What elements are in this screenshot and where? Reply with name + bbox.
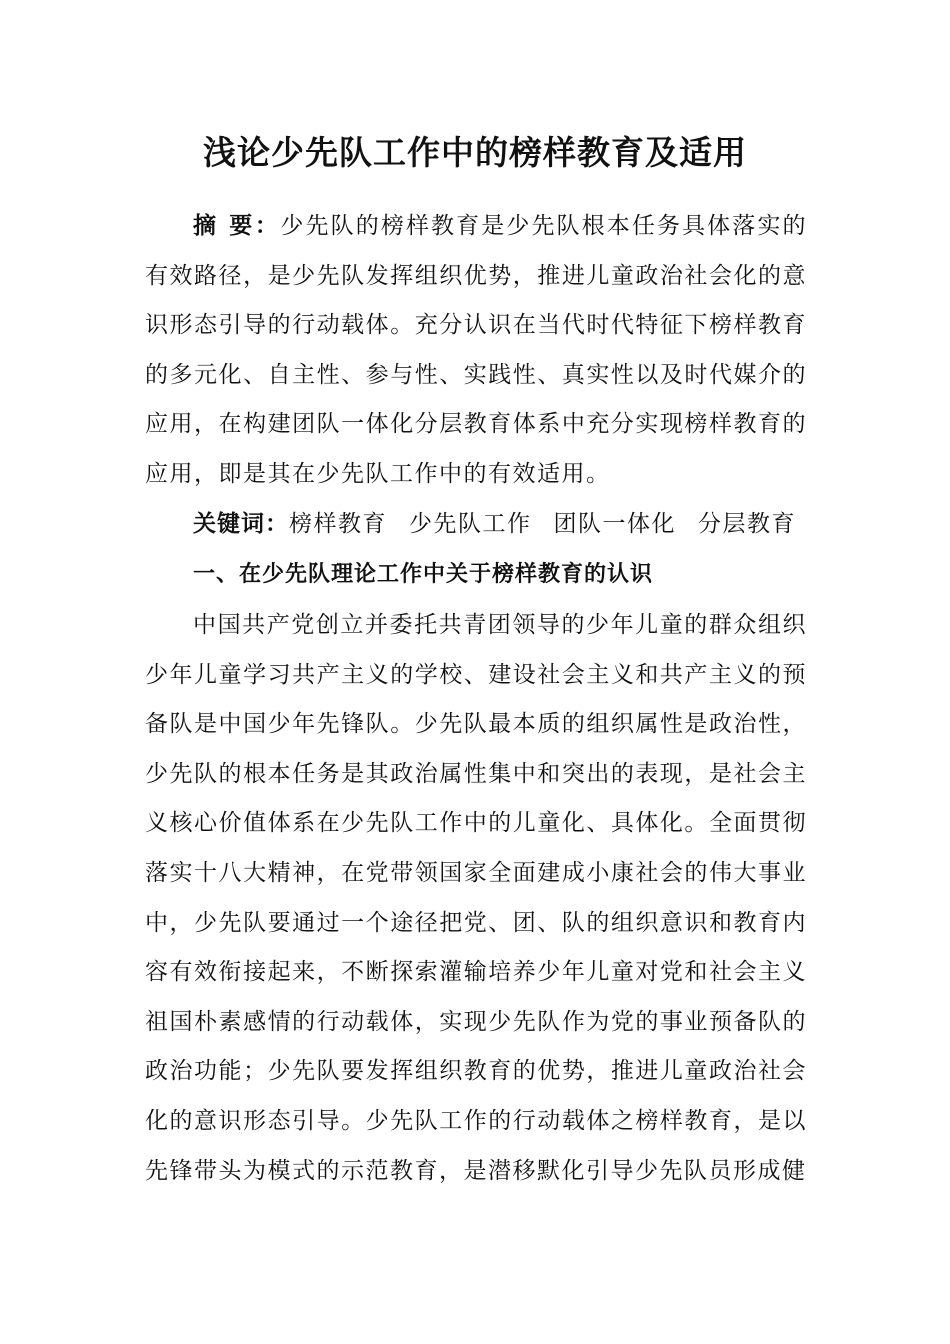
abstract-text: 少先队的榜样教育是少先队根本任务具体落实的有效路径，是少先队发挥组织优势，推进儿童政治社会化的意识形态引导的行动载体。充分认识在当代时代特征下榜样教育的多元化、自主性、参与性、实践性、真实性以及时代媒介的应用，在构建团队一体化分层教育体系中充分实现榜样教育的应用，即是其在少先队工作中的有效适用。 xyxy=(145,213,807,487)
document-title: 浅论少先队工作中的榜样教育及适用 xyxy=(203,133,747,172)
keyword-item: 榜样教育 xyxy=(289,511,387,537)
abstract-paragraph xyxy=(145,202,807,500)
section-heading: 一、在少先队理论工作中关于榜样教育的认识 xyxy=(193,562,654,587)
abstract-label: 摘 要： xyxy=(193,213,281,239)
section-paragraph: 中国共产党创立并委托共青团领导的少年儿童的群众组织少年儿童学习共产主义的学校、建设社会主义和共产主义的预备队是中国少年先锋队。少先队最本质的组织属性是政治性，少先队的根本任务是其政治属性集中和突出的表现，是社会主义核心价值体系在少先队工作中的儿童化、具体化。全面贯彻落实十八大精神，在党带领国家全面建成小康社会的伟大事业中，少先队要通过一个途径把党、团、队的组织意识和教育内容有效衔接起来，不断探索灌输培养少年儿童对党和社会主义祖国朴素感情的行动载体，实现少先队作为党的事业预备队的政治功能；少先队要发挥组织教育的优势，推进儿童政治社会化的意识形态引导。少先队工作的行动载体之榜样教育，是以先锋带头为模式的示范教育，是潜移默化引导少先队员形成健 xyxy=(145,612,807,1184)
keyword-item: 分层教育 xyxy=(698,511,796,537)
keywords-line xyxy=(145,500,807,550)
keyword-item: 团队一体化 xyxy=(553,511,676,537)
keywords-label: 关键词： xyxy=(193,511,289,537)
keyword-item: 少先队工作 xyxy=(409,511,532,537)
